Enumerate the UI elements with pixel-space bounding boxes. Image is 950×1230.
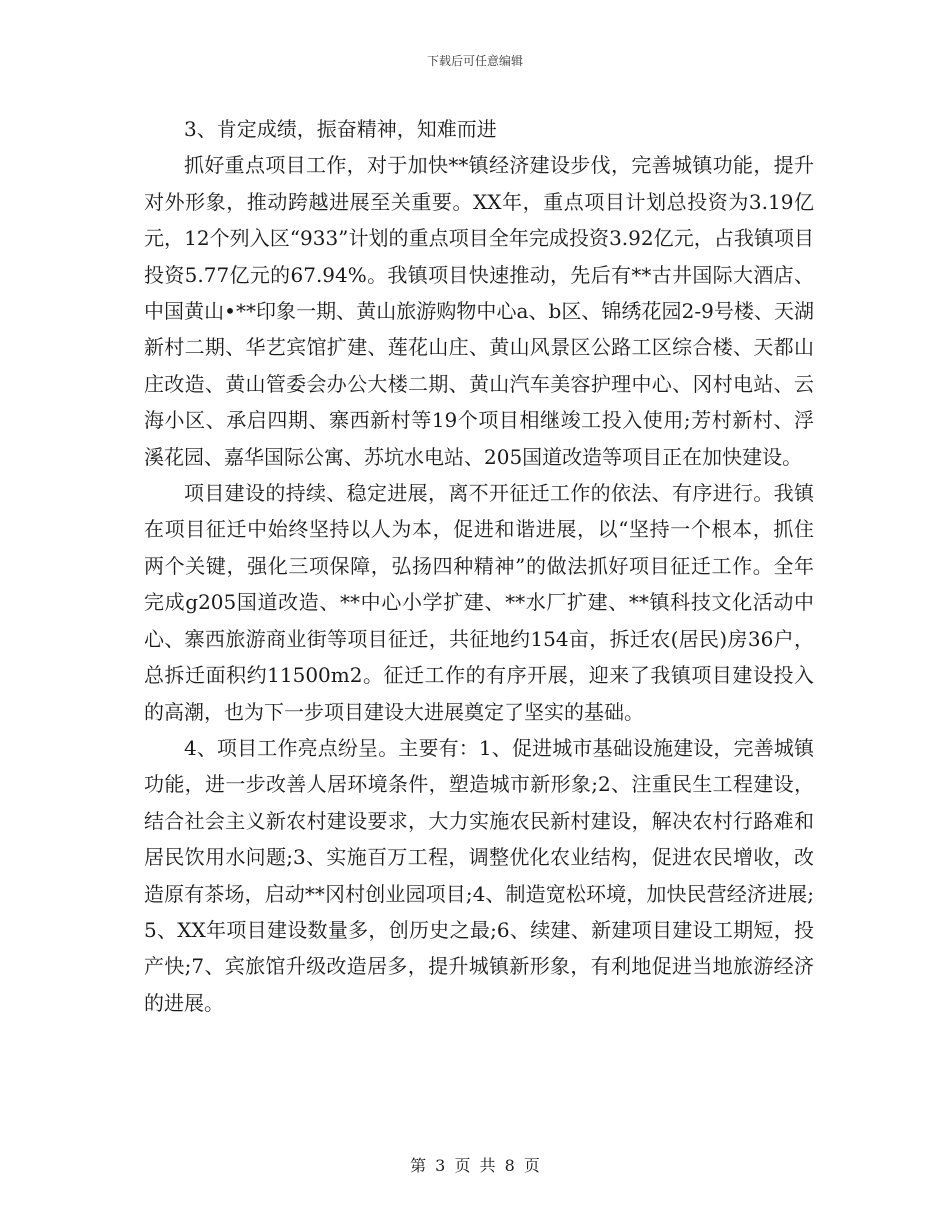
paragraph-highlights: 4、项目工作亮点纷呈。主要有：1、促进城市基础设施建设，完善城镇功能，进一步改善人居环境条件，塑造城市新形象;2、注重民生工程建设，结合社会主义新农村建设要求，大力实施农民新村建设，解决农村行路难和居民饮用水问题;3、实施百万工程，调整优化农业结构，促进农民增收，改造原有茶场，启动**冈村创业园项目;4、制造宽松环境，加快民营经济进展;5、XX年项目建设数量多，创历史之最;6、续建、新建项目建设工期短，投产快;7、宾旅馆升级改造居多，提升城镇新形象，有利地促进当地旅游经济的进展。 (144, 735, 814, 1015)
document-body (144, 111, 814, 1021)
section-heading-3: 3、肯定成绩，振奋精神，知难而进 (184, 117, 497, 141)
paragraph-key-projects: 抓好重点项目工作，对于加快**镇经济建设步伐，完善城镇功能，提升对外形象，推动跨越进展至关重要。XX年，重点项目计划总投资为3.19亿元，12个列入区“933”计划的重点项目全年完成投资3.92亿元，占我镇项目投资5.77亿元的67.94%。我镇项目快速推动，先后有**古井国际大酒店、中国黄山•**印象一期、黄山旅游购物中心a、b区、锦绣花园2-9号楼、天湖新村二期、华艺宾馆扩建、莲花山庄、黄山风景区公路工区综合楼、天都山庄改造、黄山管委会办公大楼二期、黄山汽车美容护理中心、冈村电站、云海小区、承启四期、寨西新村等19个项目相继竣工投入使用;芳村新村、浮溪花园、嘉华国际公寓、苏坑水电站、205国道改造等项目正在加快建设。 (144, 153, 814, 469)
page-header-note: 下载后可任意编辑 (426, 54, 523, 68)
page-number: 第 3 页 共 8 页 (410, 1156, 540, 1175)
paragraph-land-acquisition: 项目建设的持续、稳定进展，离不开征迁工作的依法、有序进行。我镇在项目征迁中始终坚持以人为本，促进和谐进展，以“坚持一个根本，抓住两个关键，强化三项保障，弘扬四种精神”的做法抓好项目征迁工作。全年完成g205国道改造、**中心小学扩建、**水厂扩建、**镇科技文化活动中心、寨西旅游商业街等项目征迁，共征地约154亩，拆迁农(居民)房36户，总拆迁面积约11500m2。征迁工作的有序开展，迎来了我镇项目建设投入的高潮，也为下一步项目建设大进展奠定了坚实的基础。 (144, 481, 814, 724)
